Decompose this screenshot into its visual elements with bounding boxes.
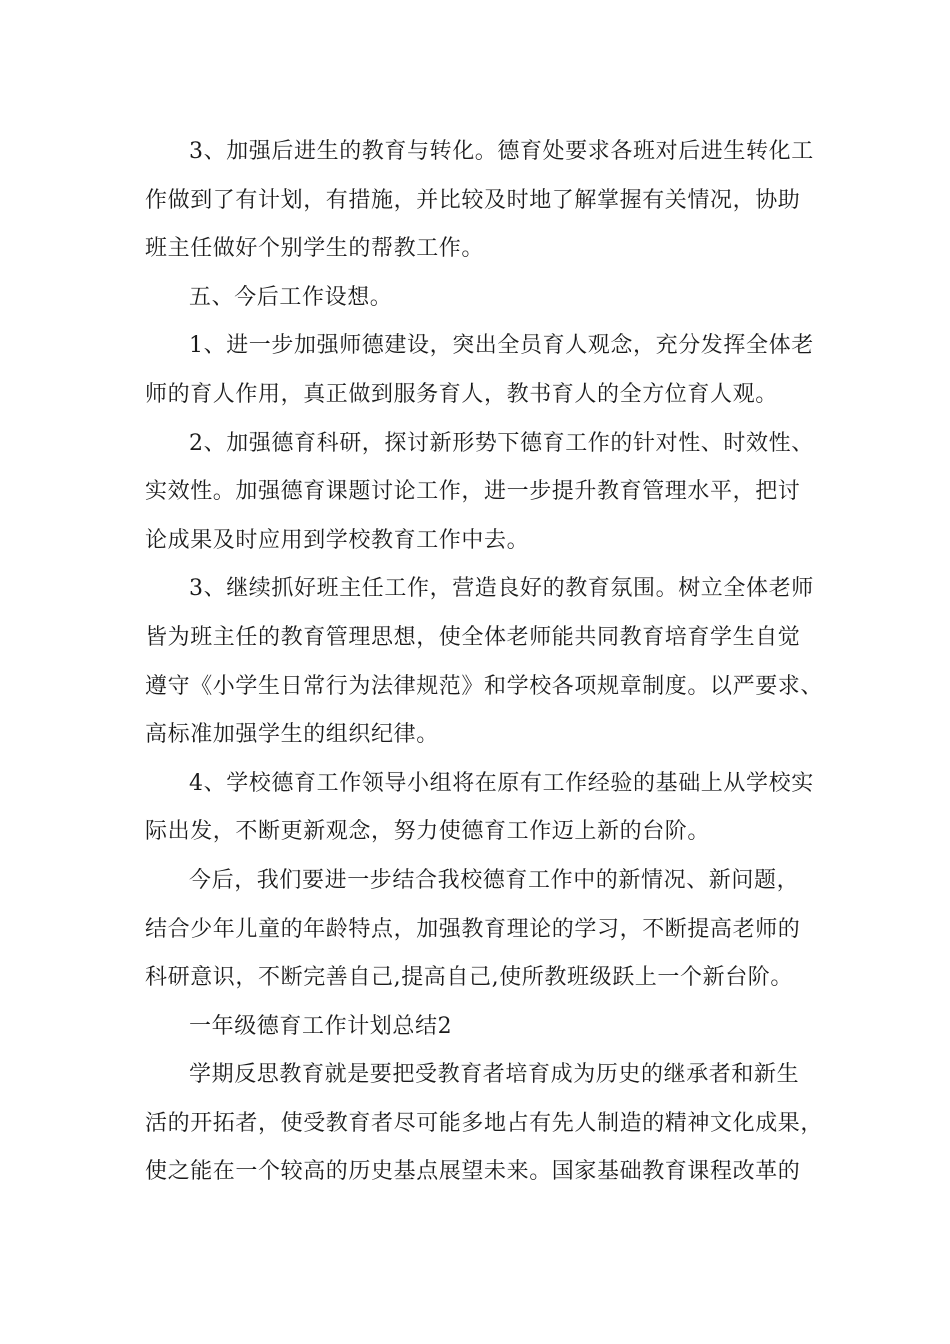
- text-line: 2、加强德育科研，探讨新形势下德育工作的针对性、时效性、: [189, 430, 814, 456]
- text-line: 班主任做好个别学生的帮教工作。: [145, 236, 485, 262]
- document-body: [145, 128, 825, 1197]
- text-line: 科研意识，不断完善自己,提高自己,使所教班级跃上一个新台阶。: [145, 965, 793, 991]
- text-line: 3、继续抓好班主任工作，营造良好的教育氛围。树立全体老师: [189, 576, 814, 602]
- text-line: 皆为班主任的教育管理思想，使全体老师能共同教育培育学生自觉: [145, 624, 801, 650]
- text-line: 使之能在一个较高的历史基点展望未来。国家基础教育课程改革的: [145, 1159, 801, 1185]
- text-line: 结合少年儿童的年龄特点，加强教育理论的学习，不断提高老师的: [145, 916, 801, 942]
- text-line: 五、今后工作设想。: [189, 284, 393, 310]
- text-line: 高标准加强学生的组织纪律。: [145, 722, 439, 748]
- text-line: 1、进一步加强师德建设，突出全员育人观念，充分发挥全体老: [189, 333, 814, 359]
- text-line: 学期反思教育就是要把受教育者培育成为历史的继承者和新生: [189, 1062, 800, 1088]
- text-line: 今后，我们要进一步结合我校德育工作中的新情况、新问题，: [189, 867, 800, 893]
- text-line: 活的开拓者，使受教育者尽可能多地占有先人制造的精神文化成果，: [145, 1110, 824, 1136]
- text-line: 一年级德育工作计划总结2: [189, 1013, 453, 1039]
- text-line: 4、学校德育工作领导小组将在原有工作经验的基础上从学校实: [189, 770, 814, 796]
- text-line: 际出发，不断更新观念，努力使德育工作迈上新的台阶。: [145, 819, 711, 845]
- text-line: 3、加强后进生的教育与转化。德育处要求各班对后进生转化工: [189, 139, 814, 164]
- text-line: 实效性。加强德育课题讨论工作，进一步提升教育管理水平，把讨: [145, 479, 801, 505]
- text-line: 师的育人作用，真正做到服务育人，教书育人的全方位育人观。: [145, 381, 778, 407]
- text-line: 论成果及时应用到学校教育工作中去。: [145, 527, 530, 553]
- text-line: 作做到了有计划，有措施，并比较及时地了解掌握有关情况，协助: [145, 187, 801, 213]
- text-line: 遵守《小学生日常行为法律规范》和学校各项规章制度。以严要求、: [145, 673, 824, 699]
